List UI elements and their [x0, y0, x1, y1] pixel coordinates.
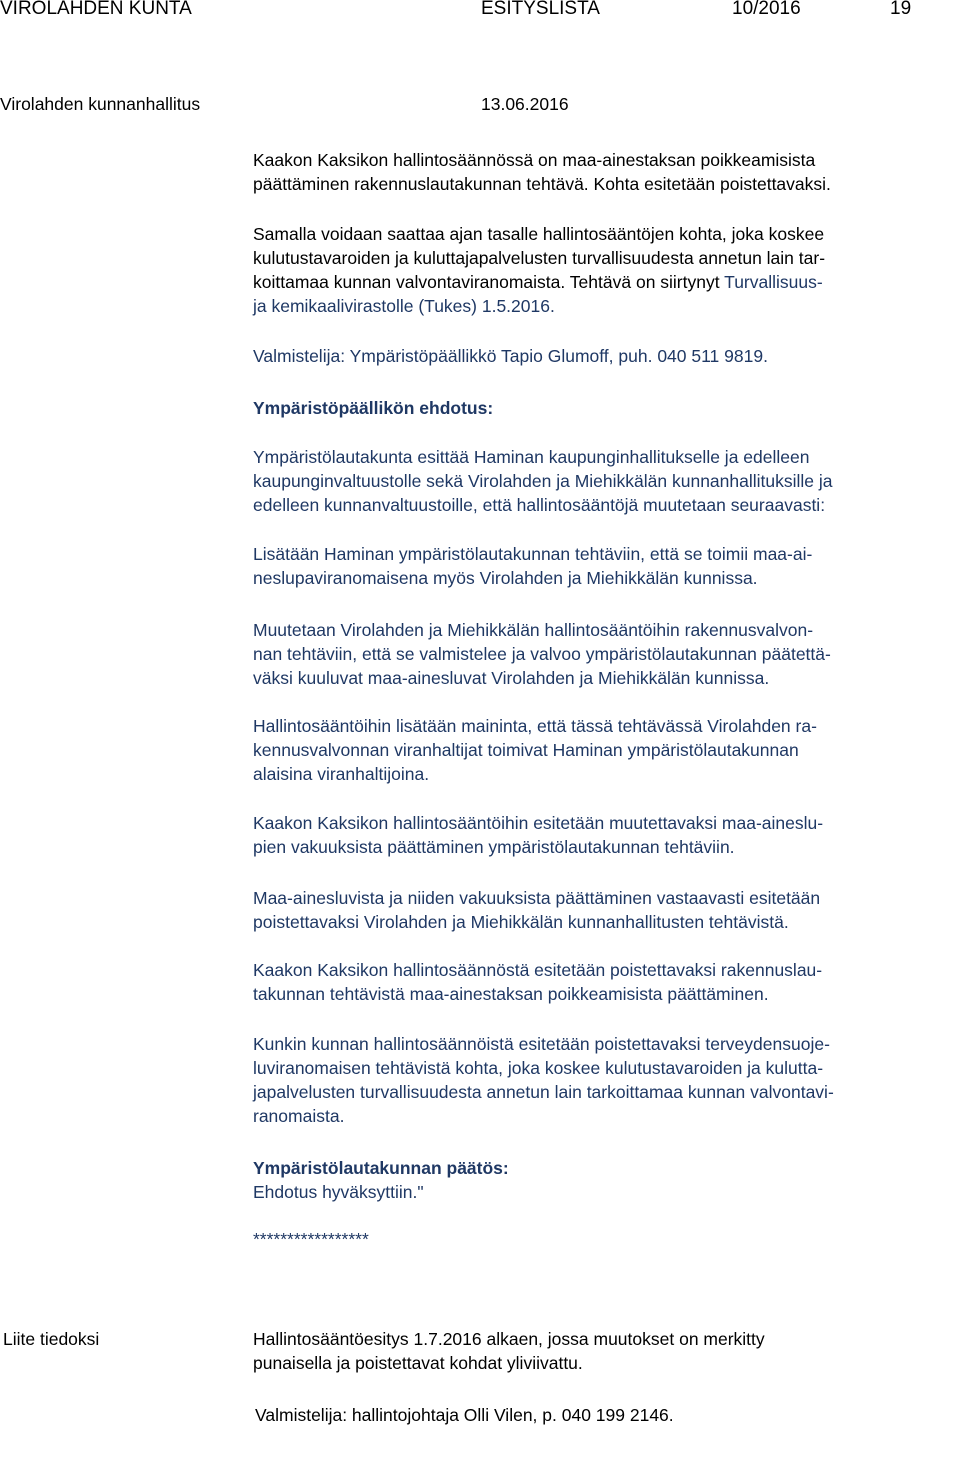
text-line: kennusvalvonnan viranhaltijat toimivat Haminan ympäristölautakunnan [253, 740, 799, 760]
text-line: ranomaista. [253, 1106, 345, 1126]
meeting-info [0, 94, 960, 120]
text-line: punaisella ja poistettavat kohdat yliviivattu. [253, 1353, 583, 1373]
text-line: päättäminen rakennuslautakunnan tehtävä. Kohta esitetään poistettavaksi. [253, 174, 831, 194]
text-line: takunnan tehtävistä maa-ainestaksan poikkeamisista päättäminen. [253, 984, 769, 1004]
text-line: väksi kuuluvat maa-ainesluvat Virolahden ja Miehikkälän kunnissa. [253, 668, 770, 688]
text-line: alaisina viranhaltijoina. [253, 764, 430, 784]
separator-stars: ***************** [253, 1229, 369, 1249]
text-line: poistettavaksi Virolahden ja Miehikkälän kunnanhallitusten tehtävistä. [253, 912, 789, 932]
agency-name-part: Turvallisuus- [724, 272, 823, 292]
agency-name-line: ja kemikaalivirastolle (Tukes) 1.5.2016. [253, 296, 555, 316]
paragraph-2 [253, 222, 825, 318]
attachment-text [253, 1327, 765, 1375]
meeting-date: 13.06.2016 [481, 94, 569, 114]
attachment-preparer: Valmistelija: hallintojohtaja Olli Vilen, p. 040 199 2146. [255, 1405, 674, 1425]
text-line: Hallintosääntöihin lisätään maininta, että tässä tehtävässä Virolahden ra- [253, 716, 817, 736]
text-line: neslupaviranomaisena myös Virolahden ja Miehikkälän kunnissa. [253, 568, 758, 588]
paragraph-9 [253, 958, 822, 1006]
text-line: Hallintosääntöesitys 1.7.2016 alkaen, jossa muutokset on merkitty [253, 1329, 765, 1349]
text-line: edelleen kunnanvaltuustoille, että hallintosääntöjä muutetaan seuraavasti: [253, 495, 826, 515]
document-type: ESITYSLISTA [481, 0, 600, 19]
text-line: pien vakuuksista päättäminen ympäristölautakunnan tehtäviin. [253, 837, 735, 857]
text-line: luviranomaisen tehtävistä kohta, joka koskee kulutustavaroiden ja kulutta- [253, 1058, 824, 1078]
text-line: Kunkin kunnan hallintosäännöistä esitetään poistettavaksi terveydensuoje- [253, 1034, 830, 1054]
paragraph-10 [253, 1032, 834, 1128]
text-line: Ympäristölautakunta esittää Haminan kaupunginhallitukselle ja edelleen [253, 447, 810, 467]
text-line: Maa-ainesluvista ja niiden vakuuksista päättäminen vastaavasti esitetään [253, 888, 821, 908]
text-line: Muutetaan Virolahden ja Miehikkälän hallintosääntöihin rakennusvalvon- [253, 620, 814, 640]
governing-body: Virolahden kunnanhallitus [0, 94, 201, 114]
attachment-label: Liite tiedoksi [3, 1329, 100, 1349]
paragraph-6 [253, 714, 817, 786]
text-line: kulutustavaroiden ja kuluttajapalvelusten turvallisuudesta annetun lain tar- [253, 248, 826, 268]
issue-number: 10/2016 [732, 0, 801, 19]
paragraph-7 [253, 811, 823, 859]
paragraph-5 [253, 618, 831, 690]
text-segment: koittamaa kunnan valvontaviranomaista. Tehtävä on siirtynyt [253, 272, 725, 292]
page-header [0, 0, 960, 28]
text-line [253, 270, 825, 294]
text-line: Samalla voidaan saattaa ajan tasalle hallintosääntöjen kohta, joka koskee [253, 224, 825, 244]
text-line: Lisätään Haminan ympäristölautakunnan tehtäviin, että se toimii maa-ai- [253, 544, 813, 564]
text-line: japalvelusten turvallisuudesta annetun lain tarkoittamaa kunnan valvontavi- [253, 1082, 834, 1102]
text-line: Kaakon Kaksikon hallintosäännössä on maa-ainestaksan poikkeamisista [253, 150, 816, 170]
paragraph-4 [253, 542, 812, 590]
text-line: Kaakon Kaksikon hallintosäännöstä esitetään poistettavaksi rakennuslau- [253, 960, 823, 980]
paragraph-8 [253, 886, 820, 934]
preparer-line: Valmistelija: Ympäristöpäällikkö Tapio Glumoff, puh. 040 511 9819. [253, 346, 768, 366]
paragraph-3 [253, 445, 833, 517]
text-line: kaupunginvaltuustolle sekä Virolahden ja Miehikkälän kunnanhallituksille ja [253, 471, 833, 491]
text-line: nan tehtäviin, että se valmistelee ja valvoo ympäristölautakunnan päätettä- [253, 644, 831, 664]
organization-name: VIROLAHDEN KUNTA [0, 0, 192, 19]
paragraph-1 [253, 148, 831, 196]
decision-heading: Ympäristölautakunnan päätös: [253, 1158, 509, 1178]
text-line: Kaakon Kaksikon hallintosääntöihin esitetään muutettavaksi maa-aineslu- [253, 813, 824, 833]
page-number: 19 [890, 0, 912, 19]
decision-text: Ehdotus hyväksyttiin." [253, 1182, 424, 1202]
proposal-heading: Ympäristöpäällikön ehdotus: [253, 398, 494, 418]
